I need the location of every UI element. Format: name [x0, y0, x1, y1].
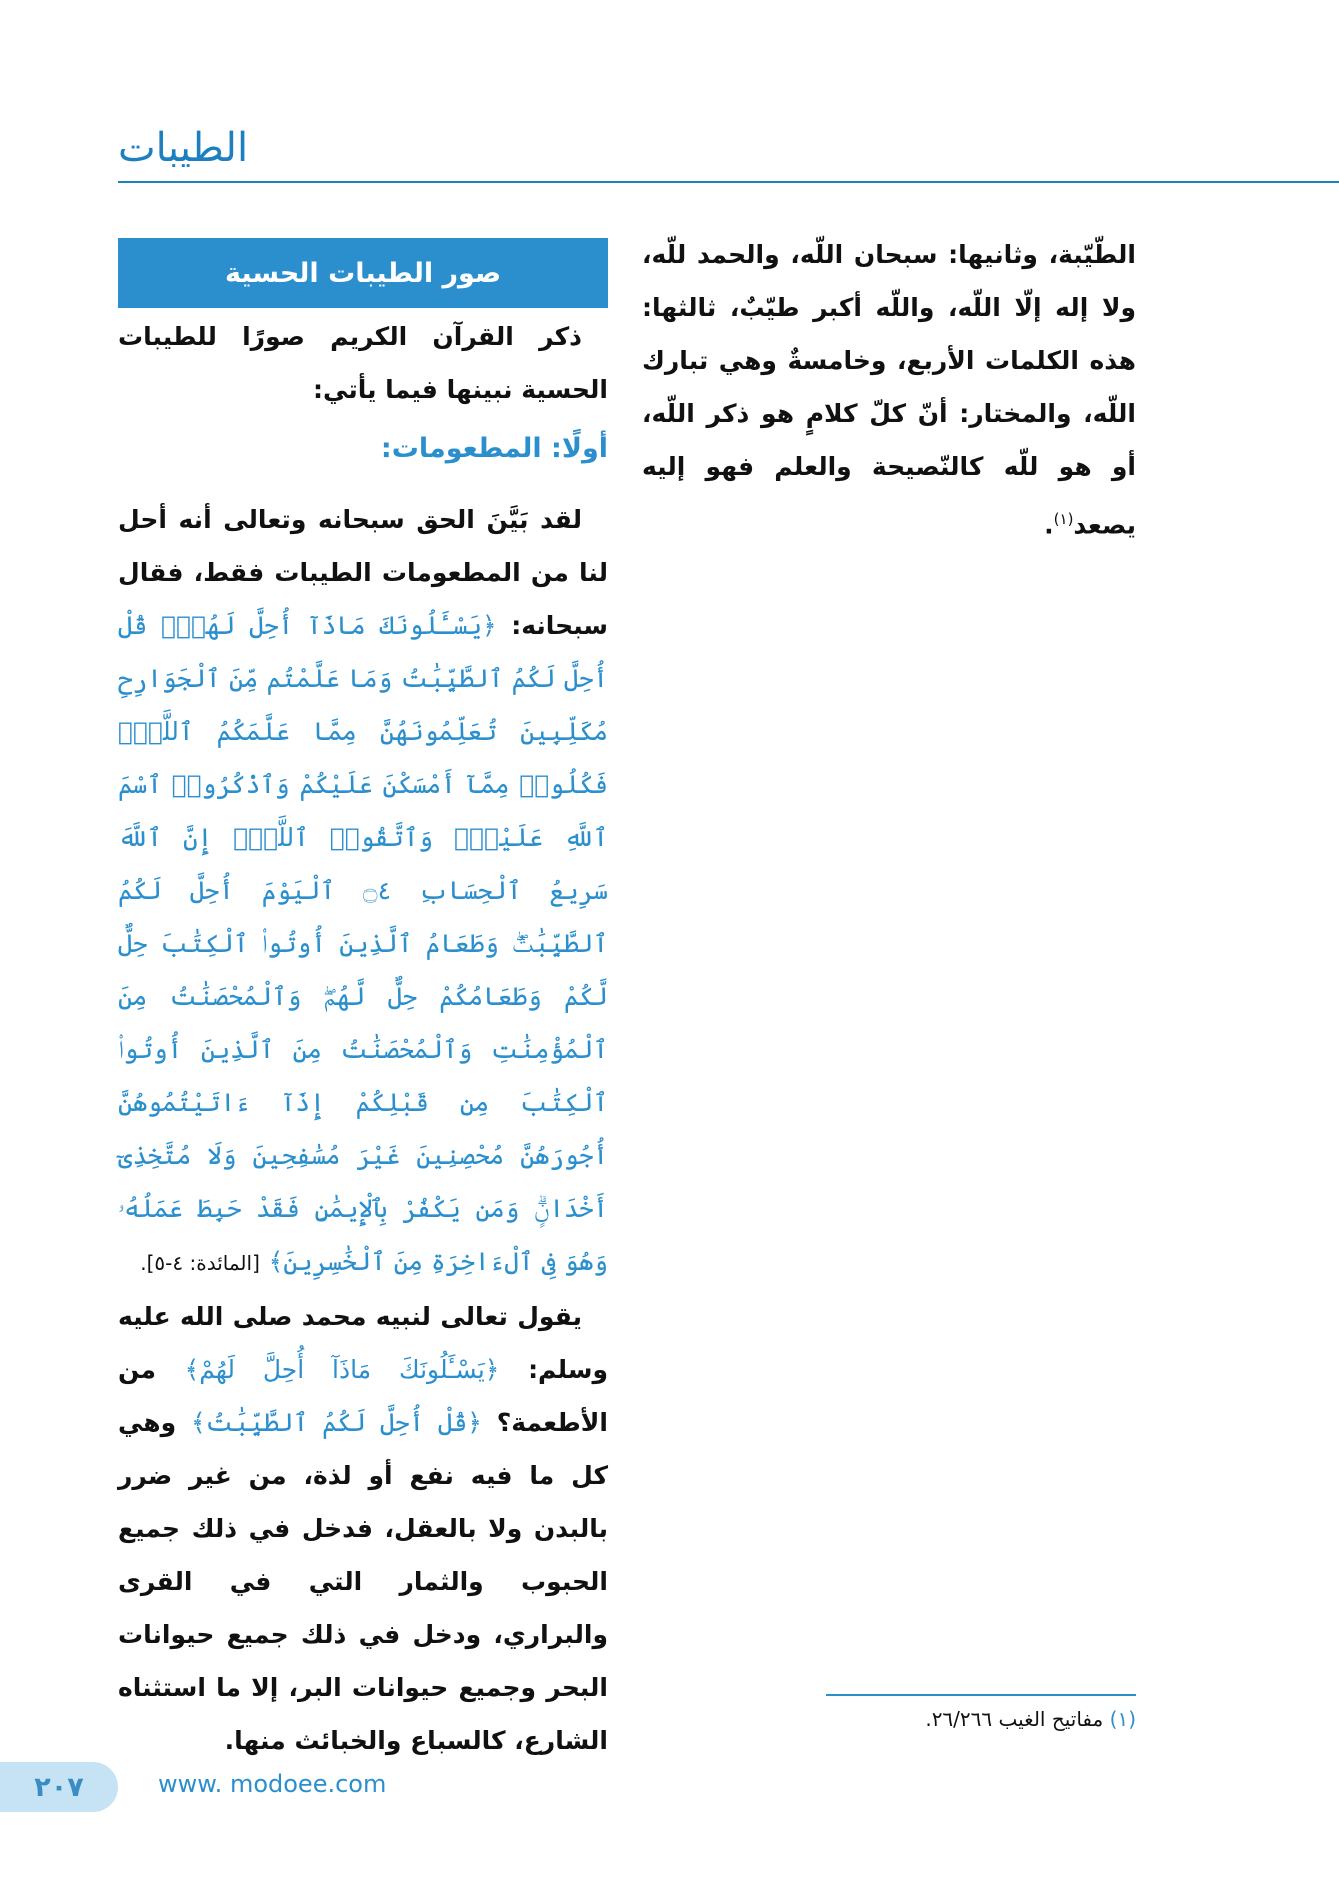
header-rule: [118, 181, 1339, 183]
right-column: [642, 228, 1136, 551]
quran-verse-short: ﴿قُلْ أُحِلَّ لَكُمُ ٱلطَّيِّبَٰتُ﴾: [190, 1408, 482, 1437]
footnote-text: مفاتيح الغيب ٢٦/٢٦٦.: [925, 1707, 1104, 1731]
right-column-period: .: [1044, 510, 1054, 540]
footnote-number: (١): [1109, 1707, 1136, 1731]
quran-verse-short: ﴿يَسْـَٔلُونَكَ مَاذَآ أُحِلَّ لَهُمْ﴾: [184, 1355, 500, 1384]
footnote: [640, 1702, 1136, 1736]
footnote-marker[interactable]: (١): [1053, 510, 1074, 528]
website-link[interactable]: www. modoee.com: [158, 1770, 387, 1798]
subheading-foods: أولًا: المطعومات:: [380, 433, 608, 464]
section-banner: صور الطيبات الحسية: [118, 238, 608, 308]
page-number: ٢٠٧: [0, 1762, 118, 1812]
left-column: [118, 310, 608, 1767]
paragraph-foods-text: لقد بَيَّنَ الحق سبحانه وتعالى أنه أحل لنا من المطعومات الطيبات فقط، فقال سبحانه:: [118, 505, 608, 640]
footnote-rule: [826, 1694, 1136, 1696]
right-column-text: الطّيّبة، وثانيها: سبحان اللّه، والحمد للّه، ولا إله إلّا اللّه، واللّه أكبر طيّبٌ، ثالثها: هذه الكلمات الأربع، وخامسةٌ وهي تبارك اللّه، والمختار: أنّ كلّ كلامٍ هو ذكر اللّه، أو هو للّه كالنّصيحة والعلم فهو إليه يصعد: [642, 240, 1136, 540]
paragraph-explanation: [118, 1290, 608, 1767]
explanation-mid: من الأطعمة؟: [118, 1355, 608, 1437]
paragraph-foods: [118, 493, 608, 1290]
intro-paragraph: ذكر القرآن الكريم صورًا للطيبات الحسية نبينها فيما يأتي:: [118, 322, 608, 404]
right-column-paragraph: [642, 228, 1136, 551]
explanation-start: يقول تعالى لنبيه محمد صلى الله عليه وسلم:: [118, 1302, 608, 1384]
explanation-end: وهي كل ما فيه نفع أو لذة، من غير ضرر بالبدن ولا بالعقل، فدخل في ذلك جميع الحبوب والثمار التي في القرى والبراري، ودخل في ذلك جميع حيوانات البحر وجميع حيوانات البر، إلا ما استثناه الشارع، كالسباع والخبائث منها.: [118, 1408, 608, 1755]
verse-citation: [المائدة: ٤-٥].: [140, 1251, 260, 1275]
page-title: الطيبات: [118, 125, 249, 171]
quran-verse: ﴿يَسْـَٔلُونَكَ مَاذَآ أُحِلَّ لَهُمْۖ قُلْ أُحِلَّ لَكُمُ ٱلطَّيِّبَٰتُ وَمَا عَلَّمْتُم مِّنَ ٱلْجَوَارِحِ مُكَلِّبِينَ تُعَلِّمُونَهُنَّ مِمَّا عَلَّمَكُمُ ٱللَّهُۖ فَكُلُوا۟ مِمَّآ أَمْسَكْنَ عَلَيْكُمْ وَٱذْكُرُوا۟ ٱسْمَ ٱللَّهِ عَلَيْهِۖ وَٱتَّقُوا۟ ٱللَّهَۚ إِنَّ ٱللَّهَ سَرِيعُ ٱلْحِسَابِ ۝٤ ٱلْيَوْمَ أُحِلَّ لَكُمُ ٱلطَّيِّبَٰتُۖ وَطَعَامُ ٱلَّذِينَ أُوتُوا۟ ٱلْكِتَٰبَ حِلٌّ لَّكُمْ وَطَعَامُكُمْ حِلٌّ لَّهُمْۖ وَٱلْمُحْصَنَٰتُ مِنَ ٱلْمُؤْمِنَٰتِ وَٱلْمُحْصَنَٰتُ مِنَ ٱلَّذِينَ أُوتُوا۟ ٱلْكِتَٰبَ مِن قَبْلِكُمْ إِذَآ ءَاتَيْتُمُوهُنَّ أُجُورَهُنَّ مُحْصِنِينَ غَيْرَ مُسَٰفِحِينَ وَلَا مُتَّخِذِىٓ أَخْدَانٍۗ وَمَن يَكْفُرْ بِٱلْإِيمَٰنِ فَقَدْ حَبِطَ عَمَلُهُۥ وَهُوَ فِى ٱلْءَاخِرَةِ مِنَ ٱلْخَٰسِرِينَ﴾: [118, 611, 608, 1276]
